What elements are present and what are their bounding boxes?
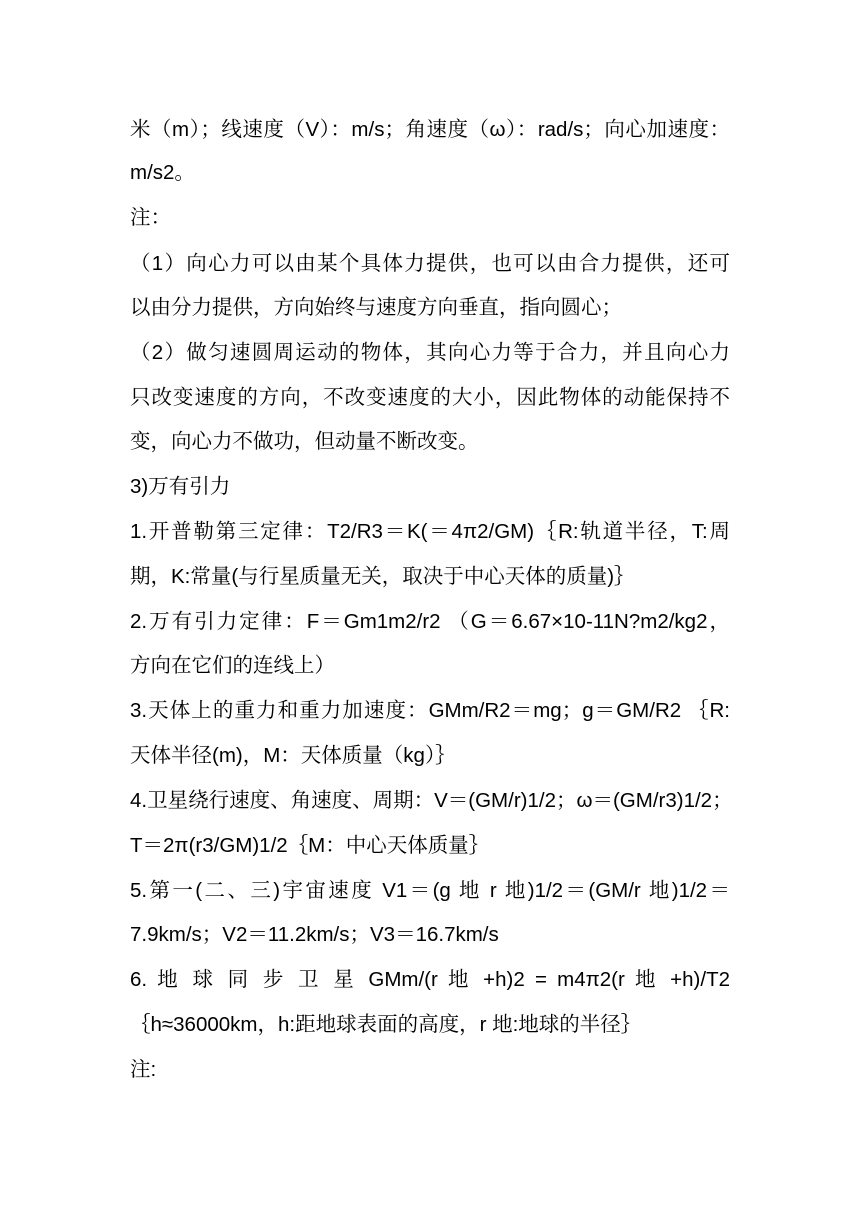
text-line: 1.开普勒第三定律：T2/R3＝K(＝4π2/GM)｛R:轨道半径，T:周 (130, 520, 730, 543)
text-line: 4.卫星绕行速度、角速度、周期：V＝(GM/r)1/2；ω＝(GM/r3)1/2； (130, 789, 733, 812)
text-line: 只改变速度的方向，不改变速度的大小，因此物体的动能保持不 (130, 386, 730, 409)
text-line: 天体半径(m)，M：天体质量（kg）｝ (130, 744, 456, 767)
section-heading: 3)万有引力 (130, 475, 231, 498)
text-line: 米（m）；线速度（V）：m/s；角速度（ω）：rad/s；向心加速度： (130, 118, 730, 141)
text-line: 以由分力提供，方向始终与速度方向垂直，指向圆心； (130, 296, 622, 319)
text-line: T＝2π(r3/GM)1/2｛M：中心天体质量｝ (130, 834, 490, 857)
text-line: 变，向心力不做功，但动量不断改变。 (130, 430, 479, 453)
text-line: 7.9km/s；V2＝11.2km/s；V3＝16.7km/s (130, 923, 499, 946)
text-line: 期，K:常量(与行星质量无关，取决于中心天体的质量)｝ (130, 565, 635, 588)
text-line: m/s2。 (130, 161, 195, 184)
note-heading: 注： (130, 206, 171, 229)
text-line: 5.第一(二、三)宇宙速度 V1＝(g 地 r 地)1/2＝(GM/r 地)1/2＝ (130, 879, 730, 902)
text-line: 方向在它们的连线上） (130, 654, 335, 677)
text-line: 2.万有引力定律：F＝Gm1m2/r2 （G＝6.67×10-11N?m2/kg2， (130, 610, 730, 633)
text-line: 6. 地 球 同 步 卫 星 GMm/(r 地 +h)2 = m4π2(r 地 +h)/T2 (130, 968, 730, 991)
text-line: （2）做匀速圆周运动的物体，其向心力等于合力，并且向心力 (130, 341, 730, 364)
text-line: ｛h≈36000km，h:距地球表面的高度，r 地:地球的半径｝ (130, 1013, 642, 1036)
note-heading: 注: (130, 1058, 157, 1081)
text-line: 3.天体上的重力和重力加速度：GMm/R2＝mg；g＝GM/R2 ｛R: (130, 699, 730, 722)
text-line: （1）向心力可以由某个具体力提供，也可以由合力提供，还可 (130, 252, 730, 275)
